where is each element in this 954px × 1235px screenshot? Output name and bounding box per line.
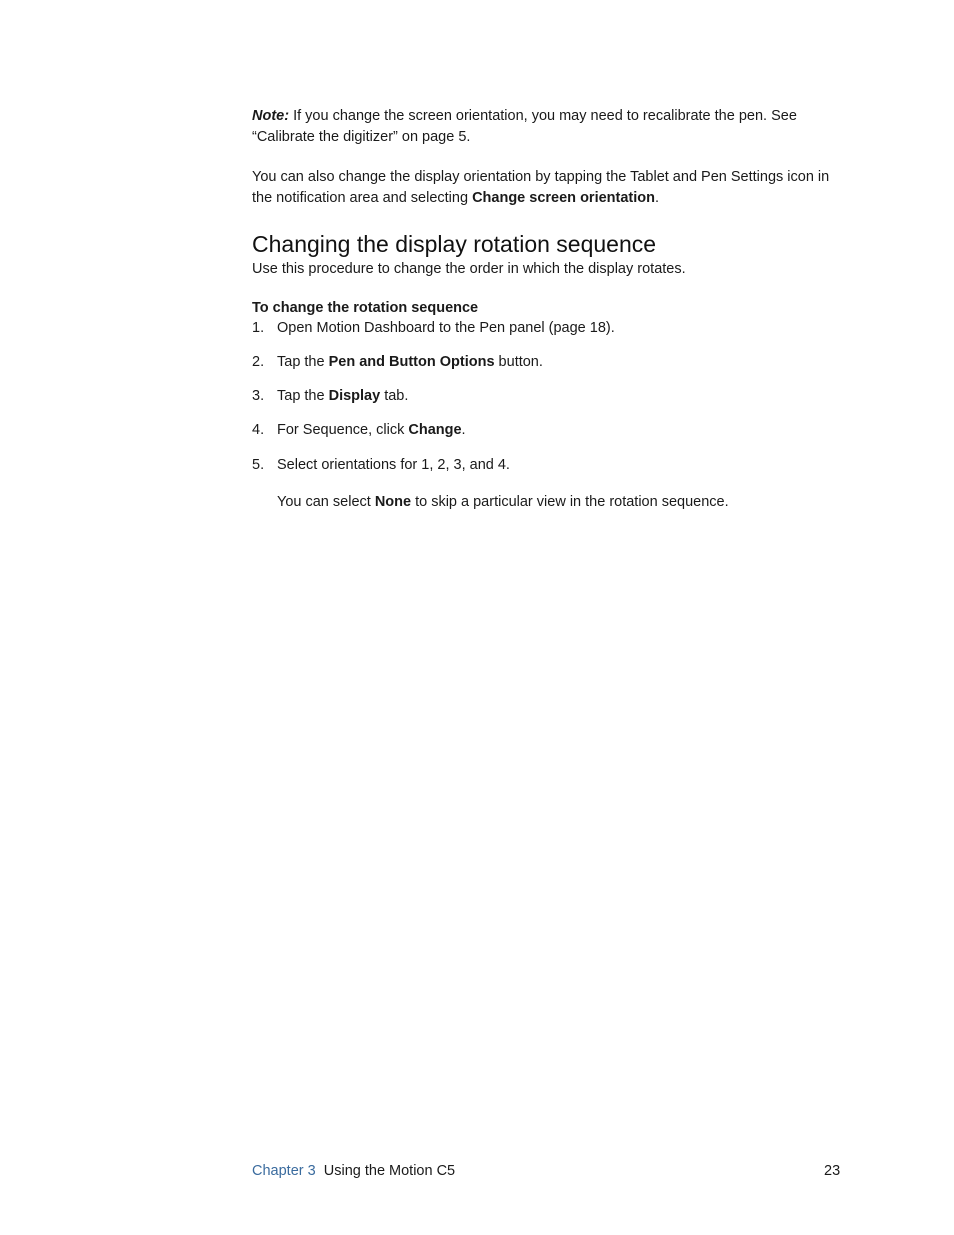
page-number: 23: [824, 1163, 841, 1179]
section-intro: Use this procedure to change the order in which the display rotates.: [252, 261, 686, 277]
step-note-text: You can select: [277, 494, 375, 510]
procedure-title: To change the rotation sequence: [252, 300, 479, 316]
note-label: Note:: [252, 108, 290, 124]
step-text: Tap the: [277, 388, 329, 404]
step-4: [252, 420, 852, 440]
step-text: Open Motion Dashboard to the Pen panel (page 18).: [277, 320, 615, 336]
chapter-title: Using the Motion C5: [323, 1163, 456, 1179]
step-text-post: .: [461, 422, 466, 438]
step-number: 4.: [252, 422, 265, 438]
step-2: [252, 352, 852, 372]
step-bold: Display: [328, 388, 381, 404]
step-bold: Change: [408, 422, 462, 438]
step-text-post: button.: [494, 354, 543, 370]
step-number: 3.: [252, 388, 265, 404]
step-1: [252, 318, 852, 338]
step-text: Tap the: [277, 354, 329, 370]
step-text: For Sequence, click: [277, 422, 409, 438]
section-heading: Changing the display rotation sequence: [252, 231, 657, 257]
para-line2-bold: Change screen orientation: [472, 190, 655, 206]
step-number: 1.: [252, 320, 265, 336]
step-note-text-post: to skip a particular view in the rotation sequence.: [411, 494, 729, 510]
step-5-note: [277, 492, 877, 512]
step-text-post: tab.: [380, 388, 409, 404]
step-note-bold: None: [374, 494, 412, 510]
footer-chapter: [252, 1161, 455, 1181]
step-bold: Pen and Button Options: [328, 354, 495, 370]
chapter-label: Chapter 3: [252, 1163, 316, 1179]
para-line2-pre: the notification area and selecting: [252, 190, 473, 206]
orientation-paragraph: [252, 167, 852, 209]
step-text: Select orientations for 1, 2, 3, and 4.: [277, 457, 510, 473]
step-5: [252, 455, 852, 475]
note-text-line1: If you change the screen orientation, you may need to recalibrate the pen. See: [289, 108, 797, 124]
note-text-line2: “Calibrate the digitizer” on page 5.: [252, 129, 471, 145]
step-number: 2.: [252, 354, 265, 370]
step-3: [252, 386, 852, 406]
step-number: 5.: [252, 457, 265, 473]
para-line1: You can also change the display orientation by tapping the Tablet and Pen Settings icon in: [252, 169, 830, 185]
note-paragraph: [252, 106, 852, 148]
para-line2-post: .: [654, 190, 660, 206]
